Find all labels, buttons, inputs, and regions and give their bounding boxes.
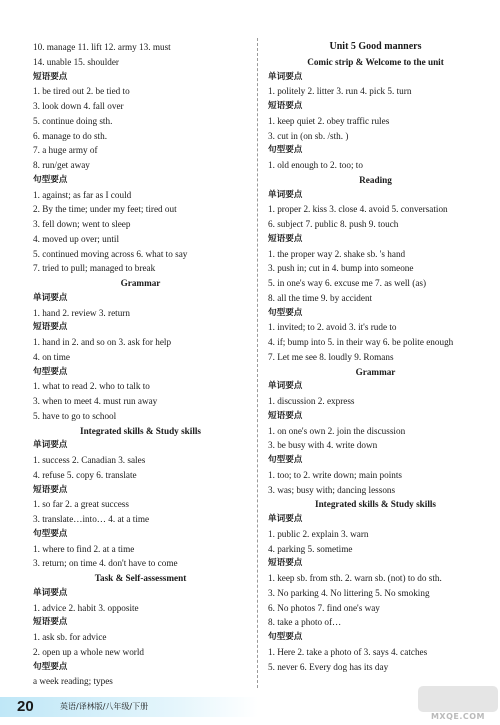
answer-line: 2. By the time; under my feet; tired out [33,204,177,215]
subsection-heading: 句型要点 [268,455,303,465]
answer-line: 1. Here 2. take a photo of 3. says 4. catches [268,646,428,657]
subsection-heading: 短语要点 [268,233,303,244]
answer-line: 1. where to find 2. at a time [33,543,135,554]
subsection-heading: 单词要点 [268,381,303,392]
answer-line: 14. unable 15. shoulder [33,56,119,67]
answer-line: 1. on one's own 2. join the discussion [268,425,406,436]
section-title: Integrated skills & Study skills [315,499,436,510]
subsection-heading: 单词要点 [33,440,68,451]
answer-line: 1. public 2. explain 3. warn [268,528,369,539]
subsection-heading: 短语要点 [33,484,68,495]
answer-line: 7. Let me see 8. loudly 9. Romans [268,351,394,362]
answer-line: 3. cut in (on sb. /sth. ) [268,130,349,141]
subsection-heading: 句型要点 [33,174,68,185]
answer-line: 4. refuse 5. copy 6. translate [33,469,137,480]
answer-line: 1. discussion 2. express [268,396,355,406]
watermark-text: MXQE.COM [430,712,486,721]
answer-line: 5. never 6. Every dog has its day [268,661,389,672]
subsection-heading: 单词要点 [33,587,68,598]
answer-line: 1. keep sb. from sth. 2. warn sb. (not) to do sth. [268,573,442,583]
answer-line: 1. politely 2. litter 3. run 4. pick 5. turn [268,86,412,97]
subsection-heading: 单词要点 [33,292,68,303]
subsection-heading: 短语要点 [268,410,303,421]
answer-line: 3. push in; cut in 4. bump into someone [268,263,414,274]
answer-line: 1. advice 2. habit 3. opposite [33,602,139,613]
answer-line: 6. manage to do sth. [33,130,107,141]
section-title: Reading [359,174,392,185]
subsection-heading: 句型要点 [33,366,68,377]
answer-line: 3. No parking 4. No littering 5. No smoking [268,587,430,598]
subsection-heading: 短语要点 [33,71,68,82]
subsection-heading: 单词要点 [268,71,303,82]
section-title: Grammar [120,278,161,288]
answer-line: 1. invited; to 2. avoid 3. it's rude to [268,322,397,333]
answer-line: 1. what to read 2. who to talk to [33,381,150,392]
answer-line: 7. a huge army of [33,145,98,156]
answer-line: 8. run/get away [33,160,90,170]
answer-line: 5. in one's way 6. excuse me 7. as well (as) [268,278,427,288]
answer-line: 1. keep quiet 2. obey traffic rules [268,115,390,126]
subsection-heading: 句型要点 [268,307,303,318]
left-column [33,40,248,689]
answer-line: 3. return; on time 4. don't have to come [33,558,178,569]
answer-line: 2. open up a whole new world [33,646,144,657]
answer-line: 4. moved up over; until [33,233,119,244]
answer-line: 3. translate…into… 4. at a time [33,514,150,524]
answer-line: 1. old enough to 2. too; to [268,160,363,170]
column-divider [257,38,258,688]
subsection-heading: 句型要点 [268,632,303,642]
subsection-heading: 句型要点 [268,145,303,156]
answer-line: 1. ask sb. for advice [33,632,107,642]
section-title: Grammar [355,366,396,377]
answer-line: 3. when to meet 4. must run away [33,396,158,406]
watermark-logo [418,686,498,724]
book-info: 英语/译林版/八年级/下册 [60,702,149,711]
answer-line: a week reading; types [33,676,113,687]
subsection-heading: 短语要点 [268,558,303,569]
subsection-heading: 单词要点 [268,514,303,524]
subsection-heading: 句型要点 [33,528,68,539]
answer-line: 10. manage 11. lift 12. army 13. must [33,42,171,52]
subsection-heading: 短语要点 [33,617,68,628]
right-column [268,40,483,674]
answer-line: 3. fell down; went to sleep [33,219,131,229]
answer-line: 1. the proper way 2. shake sb. 's hand [268,248,406,259]
answer-line: 1. against; as far as I could [33,189,132,200]
subsection-heading: 短语要点 [33,322,68,333]
page-number: 20 [17,698,34,715]
subsection-heading: 短语要点 [268,101,303,111]
answer-line: 5. continued moving across 6. what to say [33,248,188,259]
answer-line: 5. have to go to school [33,410,117,421]
answer-line: 4. parking 5. sometime [268,543,353,554]
section-title: Integrated skills & Study skills [80,425,201,436]
answer-line: 1. so far 2. a great success [33,499,129,510]
answer-line: 5. continue doing sth. [33,115,113,126]
section-title: Task & Self-assessment [94,573,187,583]
answer-line: 3. was; busy with; dancing lessons [268,484,396,495]
answer-line: 1. be tired out 2. be tied to [33,86,130,97]
answer-line: 1. hand 2. review 3. return [33,307,130,318]
subsection-heading: 单词要点 [268,189,303,200]
answer-line: 6. No photos 7. find one's way [268,602,380,613]
answer-line: 4. if; bump into 5. in their way 6. be polite enough [268,337,454,347]
watermark-badge-icon [418,686,498,712]
unit-title: Unit 5 Good manners [329,41,422,52]
answer-line: 1. too; to 2. write down; main points [268,469,402,480]
subsection-heading: 句型要点 [33,661,68,672]
answer-line: 8. take a photo of… [268,617,342,628]
answer-line: 8. all the time 9. by accident [268,292,373,303]
answer-line: 1. hand in 2. and so on 3. ask for help [33,337,172,347]
answer-line: 7. tried to pull; managed to break [33,263,156,274]
answer-line: 4. on time [33,351,71,362]
answer-line: 6. subject 7. public 8. push 9. touch [268,219,399,229]
answer-line: 3. look down 4. fall over [33,101,124,111]
answer-line: 3. be busy with 4. write down [268,440,378,451]
section-title: Comic strip & Welcome to the unit [307,56,444,67]
answer-line: 1. success 2. Canadian 3. sales [33,455,146,465]
answer-line: 1. proper 2. kiss 3. close 4. avoid 5. conversation [268,204,448,215]
